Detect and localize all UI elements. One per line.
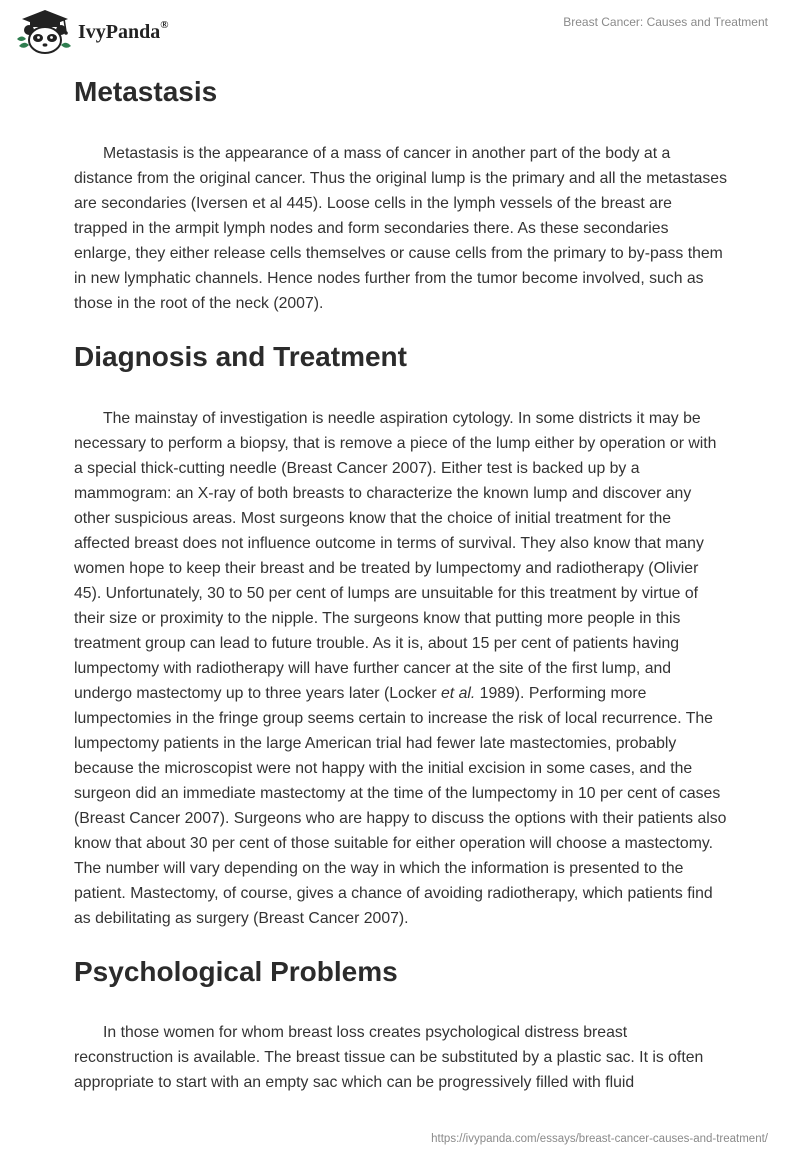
page-header	[0, 0, 800, 60]
logo-text: IvyPanda	[78, 21, 161, 43]
section-paragraph-metastasis: Metastasis is the appearance of a mass of cancer in another part of the body at a distance from the original cancer. Thus the original lump is the primary and all the metastases are secondaries (Iversen et al 445). Loose cells in the lymph vessels of the breast are trapped in the armpit lymph nodes and form secondaries there. As these secondaries enlarge, they either release cells themselves or cause cells from the primary to by-pass them in new lymphatic channels. Hence nodes further from the tumor become involved, such as those in the root of the neck (2007).	[74, 145, 727, 312]
section-heading-diagnosis-treatment: Diagnosis and Treatment	[74, 341, 407, 372]
logo-wordmark	[78, 21, 168, 44]
section-paragraph-psychological-problems: In those women for whom breast loss creates psychological distress breast reconstruction is available. The breast tissue can be substituted by a plastic sac. It is often appropriate to start with an empty sac which can be progressively filled with fluid	[74, 1024, 704, 1091]
ivypanda-logo[interactable]	[14, 8, 214, 56]
section-paragraph-diagnosis-treatment	[74, 406, 729, 931]
section-heading-metastasis: Metastasis	[74, 76, 218, 107]
paragraph-text-part: 1989). Performing more lumpectomies in the fringe group seems certain to increase the risk of local recurrence. The lumpectomy patients in the large American trial had fewer late mastectomies, probably because the microscopist were not happy with the initial excision in some cases, and the surgeon did an immediate mastectomy at the time of the lumpectomy in 10 per cent of cases (Breast Cancer 2007). Surgeons who are happy to discuss the options with their patients also know that about 30 per cent of those suitable for either operation will choose a mastectomy. The number will vary depending on the way in which the information is presented to the patient. Mastectomy, of course, gives a chance of avoiding radiotherapy, which patients find as debilitating as surgery (Breast Cancer 2007).	[74, 685, 727, 927]
document-title: Breast Cancer: Causes and Treatment	[563, 15, 768, 29]
registered-mark: ®	[160, 19, 169, 31]
essay-content	[74, 70, 729, 1095]
source-url[interactable]: https://ivypanda.com/essays/breast-cancer-causes-and-treatment/	[431, 1133, 768, 1145]
citation-et-al: et al.	[441, 685, 476, 702]
paragraph-text-part: The mainstay of investigation is needle aspiration cytology. In some districts it may be necessary to perform a biopsy, that is remove a piece of the lump either by operation or with a special thick-cutting needle (Breast Cancer 2007). Either test is backed up by a mammogram: an X-ray of both breasts to characterize the known lump and discover any other suspicious areas. Most surgeons know that the choice of initial treatment for the affected breast does not influence outcome in terms of survival. They also know that many women hope to keep their breast and be treated by lumpectomy and radiotherapy (Olivier 45). Unfortunately, 30 to 50 per cent of lumps are unsuitable for this treatment by virtue of their size or proximity to the nipple. The surgeons know that putting more people in this treatment group can lead to future trouble. As it is, about 15 per cent of patients having lumpectomy with radiotherapy will have further cancer at the site of the first lump, and undergo mastectomy up to three years later (Locker	[74, 410, 717, 702]
section-heading-psychological-problems: Psychological Problems	[74, 956, 398, 987]
panda-graduate-icon	[14, 8, 76, 56]
